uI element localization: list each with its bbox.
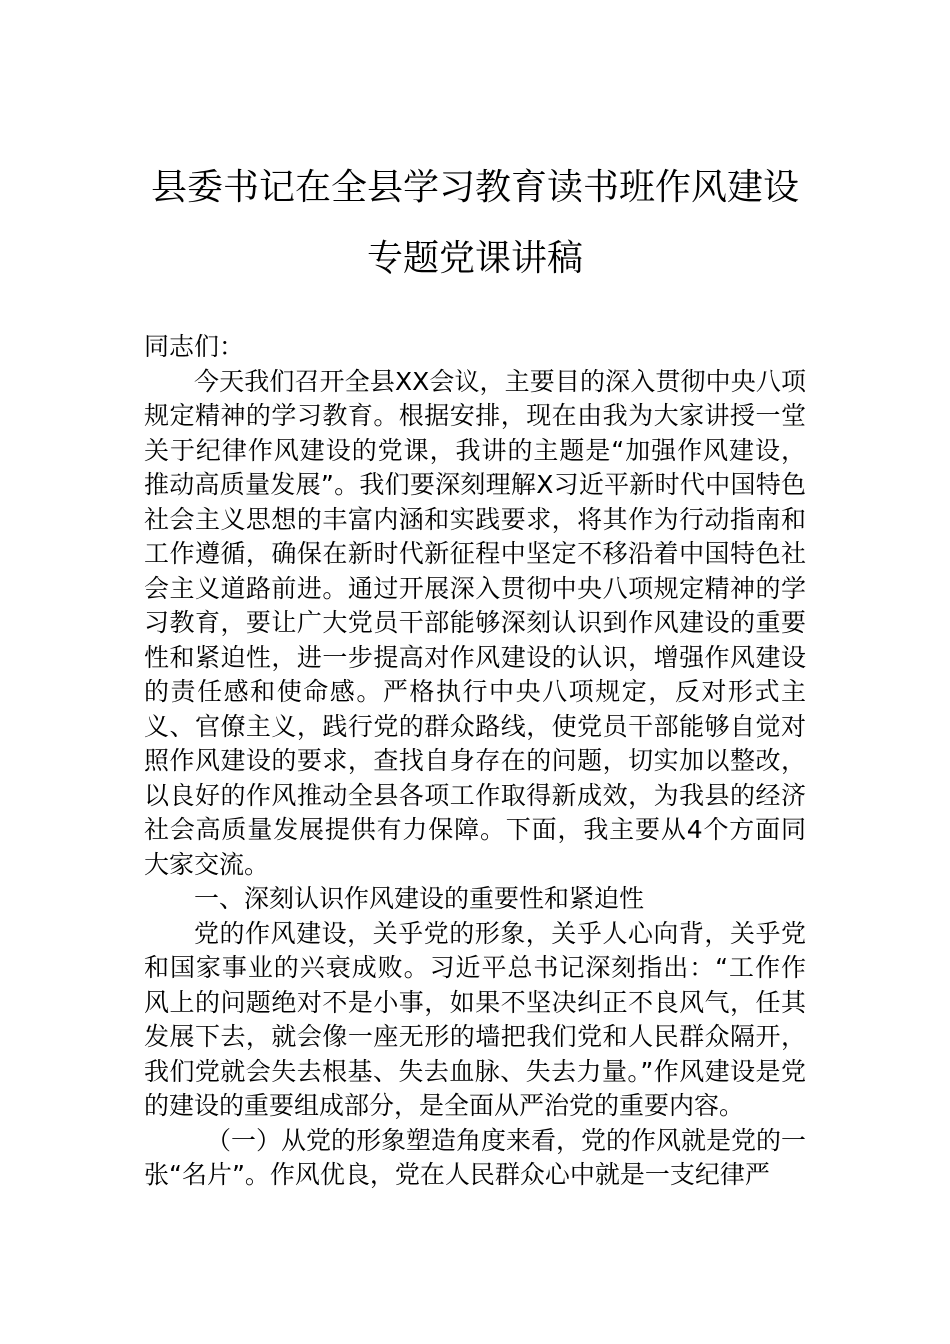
document-title-line-1: 县委书记在全县学习教育读书班作风建设 [150,167,799,208]
intro-paragraph: 今天我们召开全县XX会议，主要目的深入贯彻中央八项规定精神的学习教育。根据安排，现在由我为大家讲授一堂关于纪律作风建设的党课，我讲的主题是“加强作风建设，推动高质量发展”。我们要深刻理解X习近平新时代中国特色社会主义思想的丰富内涵和实践要求，将其作为行动指南和工作遵循，确保在新时代新征程中坚定不移沿着中国特色社会主义道路前进。通过开展深入贯彻中央八项规定精神的学习教育，要让广大党员干部能够深刻认识到作风建设的重要性和紧迫性，进一步提高对作风建设的认识，增强作风建设的责任感和使命感。严格执行中央八项规定，反对形式主义、官僚主义，践行党的群众路线，使党员干部能够自觉对照作风建设的要求，查找自身存在的问题，切实加以整改，以良好的作风推动全县各项工作取得新成效，为我县的经济社会高质量发展提供有力保障。下面，我主要从4个方面同大家交流。 [144,366,806,879]
subsection-1-paragraph: （一）从党的形象塑造角度来看，党的作风就是党的一张“名片”。作风优良，党在人民群众心中就是一支纪律严 [144,1125,807,1189]
section-1-paragraph: 党的作风建设，关乎党的形象，关乎人心向背，关乎党和国家事业的兴衰成败。习近平总书记深刻指出：“工作作风上的问题绝对不是小事，如果不坚决纠正不良风气，任其发展下去，就会像一座无形的墙把我们党和人民群众隔开，我们党就会失去根基、失去血脉、失去力量。”作风建设是党的建设的重要组成部分，是全面从严治党的重要内容。 [144,918,806,1120]
document-body [144,330,806,1193]
salutation: 同志们： [144,332,245,361]
section-heading-1: 一、深刻认识作风建设的重要性和紧迫性 [194,884,645,913]
document-title-line-2: 专题党课讲稿 [366,238,583,279]
